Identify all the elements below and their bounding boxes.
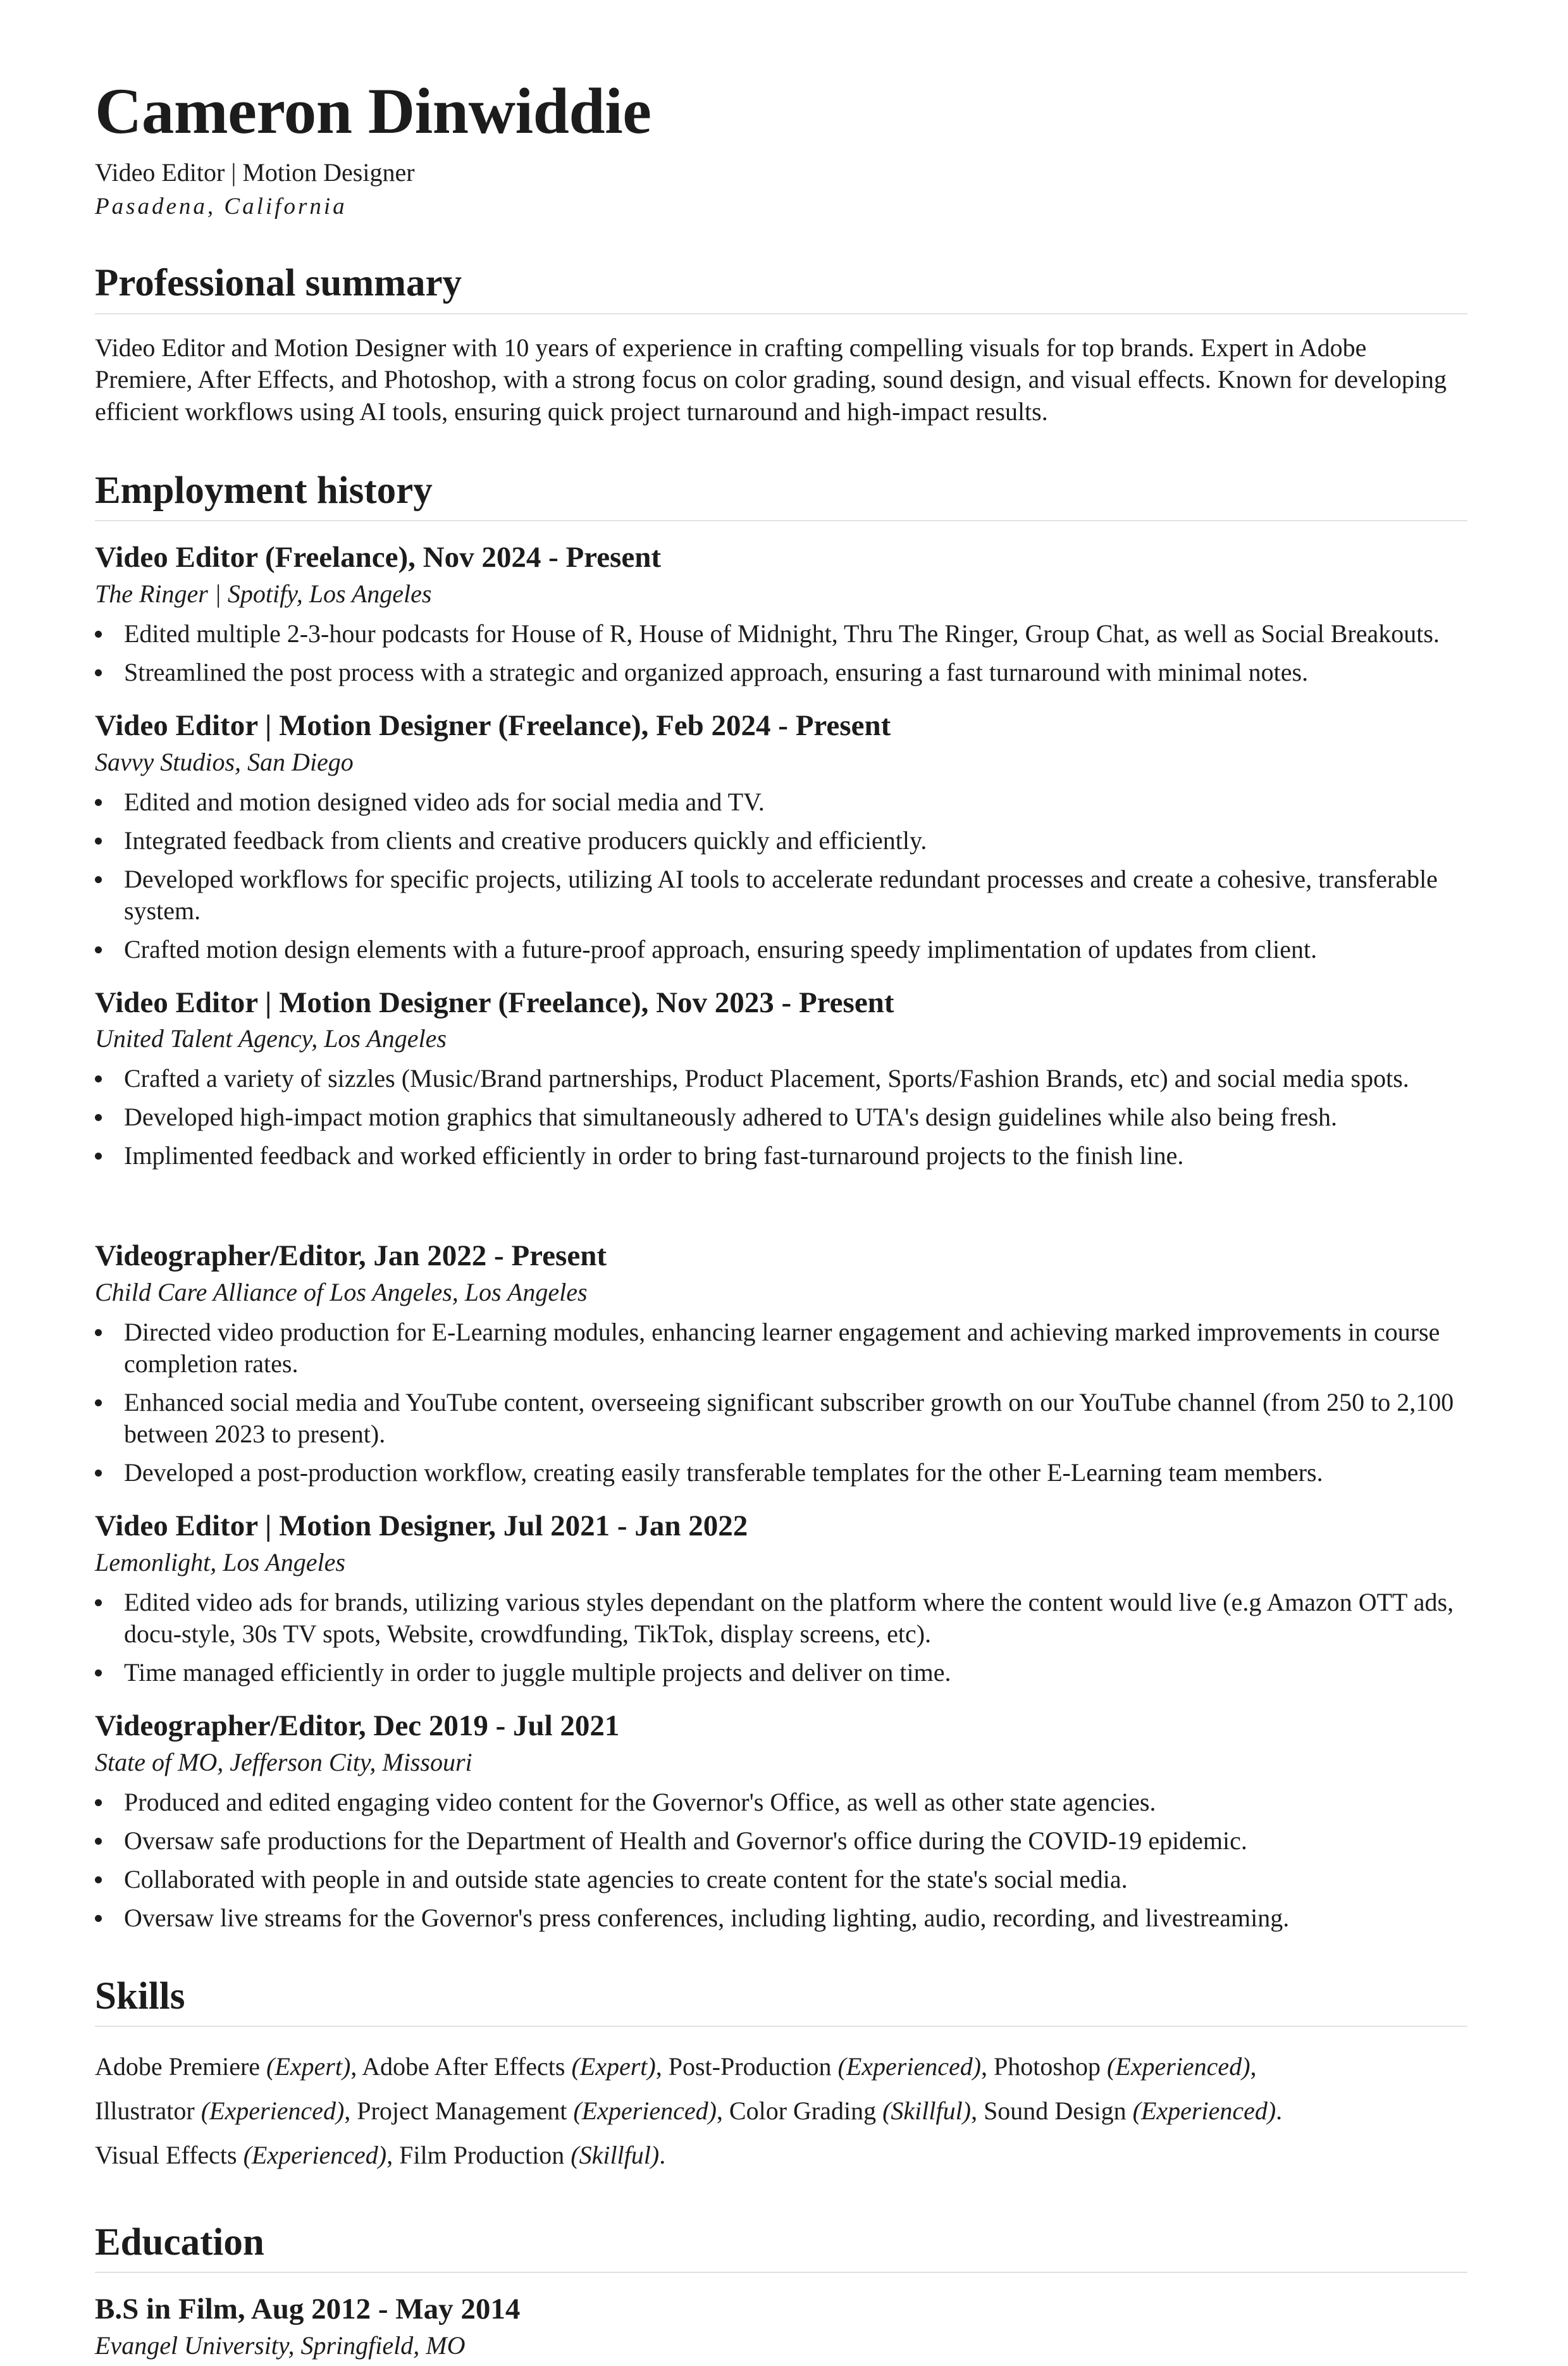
job-title: Videographer/Editor, Jan 2022 - Present xyxy=(95,1239,607,1273)
bullet-dot-icon xyxy=(95,1915,102,1922)
job-bullet xyxy=(95,1063,1467,1094)
skill-name: Film Production xyxy=(399,2140,565,2169)
job-bullet xyxy=(95,1864,1467,1895)
job-bullets xyxy=(95,618,1467,688)
job-organization: Lemonlight, Los Angeles xyxy=(95,1547,345,1576)
skill-level: (Experienced) xyxy=(1106,2052,1250,2081)
job-title: Video Editor (Freelance), Nov 2024 - Present xyxy=(95,541,661,574)
job-entry xyxy=(95,1508,1467,1688)
section-title-skills: Skills xyxy=(95,1973,1467,2027)
bullet-dot-icon xyxy=(95,876,102,883)
candidate-headline: Video Editor | Motion Designer xyxy=(95,158,415,187)
bullet-text: Produced and edited engaging video content for the Governor's Office, as well as other state agencies. xyxy=(124,1787,1156,1816)
job-organization: Child Care Alliance of Los Angeles, Los Angeles xyxy=(95,1278,588,1307)
bullet-dot-icon xyxy=(95,838,102,845)
skill-name: Photoshop xyxy=(994,2052,1101,2081)
summary-text: Video Editor and Motion Designer with 10 years of experience in crafting compelling visuals for top brands. Expert in Adobe Premiere, After Effects, and Photoshop, with a strong focus on color grading, sound design, and visual effects. Known for developing efficient workflows using AI tools, ensuring quick project turnaround and high-impact results. xyxy=(95,333,1447,426)
skill-level: (Experienced) xyxy=(201,2096,345,2125)
job-bullet xyxy=(95,1140,1467,1172)
education-school: Evangel University, Springfield, MO xyxy=(95,2331,466,2360)
skill-name: Sound Design xyxy=(984,2096,1127,2125)
bullet-dot-icon xyxy=(95,1329,102,1336)
bullet-text: Edited multiple 2-3-hour podcasts for House of R, House of Midnight, Thru The Ringer, Group Chat, as well as Social Breakouts. xyxy=(124,619,1440,648)
bullet-text: Collaborated with people in and outside state agencies to create content for the state's social media. xyxy=(124,1864,1128,1893)
skill-name: Visual Effects xyxy=(95,2140,237,2169)
skills-section xyxy=(95,1973,1467,2177)
job-bullet xyxy=(95,618,1467,650)
skill-level: (Skillful) xyxy=(571,2140,660,2169)
candidate-name: Cameron Dinwiddie xyxy=(95,75,651,147)
bullet-text: Integrated feedback from clients and creative producers quickly and efficiently. xyxy=(124,826,927,855)
bullet-text: Directed video production for E-Learning modules, enhancing learner engagement and achieving marked improvements in course completion rates. xyxy=(124,1318,1440,1378)
bullet-text: Edited video ads for brands, utilizing various styles dependant on the platform where the content would live (e.g Amazon OTT ads, docu-style, 30s TV spots, Website, crowdfunding, TikTok, display screens, etc). xyxy=(124,1587,1454,1648)
skill-level: (Expert) xyxy=(266,2052,351,2081)
skill-name: Color Grading xyxy=(729,2096,877,2125)
job-bullet xyxy=(95,934,1467,965)
bullet-text: Enhanced social media and YouTube content, overseeing significant subscriber growth on our YouTube channel (from 250 to 2,100 between 2023 to present). xyxy=(124,1388,1454,1449)
job-bullet xyxy=(95,1787,1467,1818)
job-title: Video Editor | Motion Designer (Freelance), Feb 2024 - Present xyxy=(95,709,891,742)
job-bullet xyxy=(95,864,1467,927)
section-title-education: Education xyxy=(95,2219,1467,2273)
bullet-dot-icon xyxy=(95,669,102,676)
job-bullets xyxy=(95,1787,1467,1934)
skill-name: Project Management xyxy=(357,2096,567,2125)
skill-level: (Experienced) xyxy=(837,2052,982,2081)
job-bullets xyxy=(95,1316,1467,1489)
job-organization: Savvy Studios, San Diego xyxy=(95,747,354,776)
bullet-text: Streamlined the post process with a strategic and organized approach, ensuring a fast turnaround with minimal notes. xyxy=(124,657,1309,686)
bullet-dot-icon xyxy=(95,1876,102,1883)
bullet-dot-icon xyxy=(95,946,102,953)
bullet-dot-icon xyxy=(95,1114,102,1121)
skill-name: Post-Production xyxy=(668,2052,832,2081)
bullet-dot-icon xyxy=(95,1153,102,1160)
job-entry xyxy=(95,1707,1467,1934)
job-organization: The Ringer | Spotify, Los Angeles xyxy=(95,579,432,608)
job-bullets xyxy=(95,786,1467,965)
job-entry xyxy=(95,984,1467,1172)
bullet-text: Crafted motion design elements with a future-proof approach, ensuring speedy implimentation of updates from client. xyxy=(124,934,1318,963)
job-title: Videographer/Editor, Dec 2019 - Jul 2021 xyxy=(95,1709,620,1742)
education-section xyxy=(95,2219,1467,2362)
job-bullet xyxy=(95,786,1467,818)
skills-line: Adobe Premiere (Expert), Adobe After Effects (Expert), Post-Production (Experienced), Photoshop (Experienced), xyxy=(95,2052,1257,2081)
job-bullets xyxy=(95,1063,1467,1172)
bullet-dot-icon xyxy=(95,1470,102,1477)
bullet-text: Oversaw live streams for the Governor's press conferences, including lighting, audio, recording, and livestreaming. xyxy=(124,1903,1290,1932)
job-title: Video Editor | Motion Designer, Jul 2021 - Jan 2022 xyxy=(95,1509,748,1543)
job-bullets xyxy=(95,1587,1467,1688)
professional-summary-section xyxy=(95,260,1467,428)
bullet-text: Developed high-impact motion graphics that simultaneously adhered to UTA's design guidelines while also being fresh. xyxy=(124,1103,1338,1132)
bullet-dot-icon xyxy=(95,631,102,638)
bullet-text: Developed workflows for specific projects, utilizing AI tools to accelerate redundant processes and create a cohesive, transferable system. xyxy=(124,864,1438,925)
skill-level: (Experienced) xyxy=(573,2096,717,2125)
job-bullet xyxy=(95,1387,1467,1450)
skill-level: (Experienced) xyxy=(243,2140,387,2169)
bullet-text: Oversaw safe productions for the Department of Health and Governor's office during the COVID-19 epidemic. xyxy=(124,1826,1247,1855)
bullet-text: Crafted a variety of sizzles (Music/Brand partnerships, Product Placement, Sports/Fashion Brands, etc) and social media spots. xyxy=(124,1064,1409,1093)
job-entry xyxy=(95,539,1467,688)
job-bullet xyxy=(95,1587,1467,1650)
bullet-dot-icon xyxy=(95,1599,102,1606)
bullet-dot-icon xyxy=(95,1799,102,1806)
resume-header xyxy=(95,76,1467,222)
section-title-employment: Employment history xyxy=(95,468,1467,521)
candidate-location: Pasadena, California xyxy=(95,194,347,220)
job-entry xyxy=(95,1237,1467,1489)
skill-level: (Experienced) xyxy=(1132,2096,1276,2125)
skill-level: (Expert) xyxy=(571,2052,656,2081)
bullet-text: Implimented feedback and worked efficiently in order to bring fast-turnaround projects to the finish line. xyxy=(124,1141,1184,1170)
job-entry xyxy=(95,707,1467,965)
skills-line: Visual Effects (Experienced), Film Production (Skillful). xyxy=(95,2140,666,2169)
job-bullet xyxy=(95,1316,1467,1380)
bullet-dot-icon xyxy=(95,1399,102,1406)
job-organization: State of MO, Jefferson City, Missouri xyxy=(95,1747,472,1776)
job-organization: United Talent Agency, Los Angeles xyxy=(95,1024,447,1053)
job-bullet xyxy=(95,1657,1467,1688)
bullet-text: Time managed efficiently in order to juggle multiple projects and deliver on time. xyxy=(124,1657,951,1687)
skill-level: (Skillful) xyxy=(882,2096,972,2125)
bullet-dot-icon xyxy=(95,1838,102,1845)
job-bullet xyxy=(95,1825,1467,1857)
education-degree: B.S in Film, Aug 2012 - May 2014 xyxy=(95,2293,521,2326)
job-bullet xyxy=(95,1902,1467,1934)
bullet-dot-icon xyxy=(95,1075,102,1082)
job-bullet xyxy=(95,1101,1467,1133)
bullet-dot-icon xyxy=(95,1669,102,1676)
job-bullet xyxy=(95,1457,1467,1489)
skill-name: Adobe After Effects xyxy=(362,2052,565,2081)
section-title-summary: Professional summary xyxy=(95,260,1467,314)
job-bullet xyxy=(95,657,1467,688)
job-bullet xyxy=(95,825,1467,857)
skills-line: Illustrator (Experienced), Project Management (Experienced), Color Grading (Skillful), Sound Design (Experienced). xyxy=(95,2096,1283,2125)
bullet-text: Edited and motion designed video ads for social media and TV. xyxy=(124,787,765,816)
skill-name: Illustrator xyxy=(95,2096,195,2125)
bullet-dot-icon xyxy=(95,799,102,806)
bullet-text: Developed a post-production workflow, creating easily transferable templates for the other E-Learning team members. xyxy=(124,1458,1323,1487)
job-title: Video Editor | Motion Designer (Freelance), Nov 2023 - Present xyxy=(95,986,894,1019)
skill-name: Adobe Premiere xyxy=(95,2052,261,2081)
employment-history-section xyxy=(95,468,1467,1934)
resume-content xyxy=(95,76,1467,2362)
